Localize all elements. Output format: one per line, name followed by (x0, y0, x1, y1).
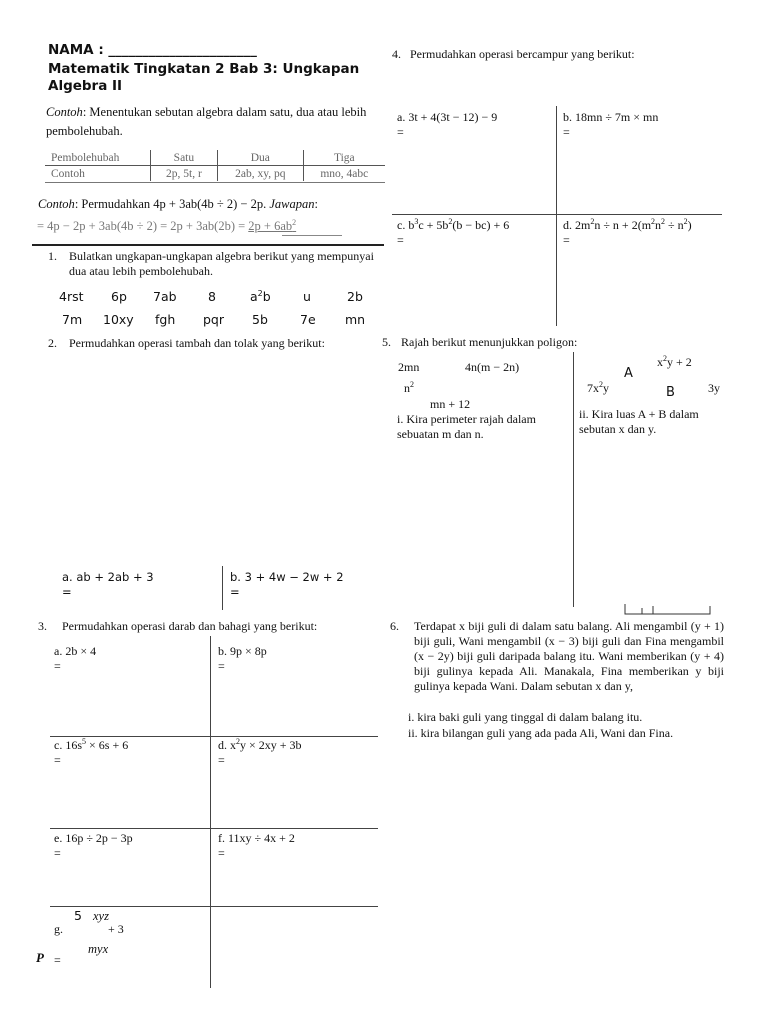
term-option[interactable]: 8 (208, 289, 216, 304)
q3f-answer[interactable]: = (218, 846, 225, 860)
term-option[interactable]: fgh (155, 312, 176, 327)
q2a-answer[interactable]: = (62, 585, 72, 599)
table-bottom-rule (45, 182, 385, 183)
q3-grid-row-line (50, 828, 378, 829)
polygon-label-2mn: 2mn (398, 360, 420, 374)
q3c-answer[interactable]: = (54, 753, 61, 767)
q3-grid-row-line (50, 736, 378, 737)
table-header: Pembolehubah (45, 150, 150, 166)
q3f-question: f. 11xy ÷ 4x + 2 (218, 831, 295, 845)
q4-grid-row-line (392, 214, 722, 215)
bracket-mark (620, 602, 716, 618)
term-option[interactable]: pqr (203, 312, 225, 327)
final-answer: $2p + 6ab^2$ (248, 217, 297, 233)
q1-number: 1. (48, 249, 57, 263)
q3-grid-row-line (50, 906, 378, 907)
worksheet-title: Matematik Tingkatan 2 Bab 3: Ungkapan (48, 61, 360, 77)
q4a-answer[interactable]: = (397, 125, 404, 139)
q4-number: 4. (392, 47, 401, 61)
q3-text: Permudahkan operasi darab dan bahagi yang berikut: (62, 619, 318, 633)
q4d-answer[interactable]: = (563, 233, 570, 247)
q3a-answer[interactable]: = (54, 659, 61, 673)
q4-text: Permudahkan operasi bercampur yang berikut: (410, 47, 635, 61)
q3-grid-vertical (210, 636, 211, 988)
contoh-intro: Contoh: Menentukan sebutan algebra dalam satu, dua atau lebih pembolehubah. (46, 105, 367, 138)
term-option[interactable]: u (303, 289, 311, 304)
q2b-answer[interactable]: = (230, 585, 240, 599)
polygon-label-mn12: mn + 12 (430, 397, 471, 411)
polygon-label-n2: $n^2$ (404, 380, 414, 395)
term-option[interactable]: $a^2b$ (250, 288, 271, 304)
q3e-question: e. 16p ÷ 2p − 3p (54, 831, 133, 845)
q3g-label: g. (54, 922, 63, 936)
term-option[interactable]: 10xy (103, 312, 134, 327)
q6-text: Terdapat x biji guli di dalam satu balang. Ali mengambil (y + 1) biji guli, Wani mengambil (x − 3) biji guli dan Fina mengambil (x − 2y) biji guli daripada balang itu. Wani memberikan (y + 4) biji gulinya kepada Ali. Manakala, Fina memberikan y biji gulinya kepada Wani. Dalam sebutan x dan y, (414, 619, 724, 693)
contoh-question: Contoh: Permudahkan 4p + 3ab(4b ÷ 2) − 2p. Jawapan: (38, 197, 318, 211)
polygon-label-4n: 4n(m − 2n) (465, 360, 520, 374)
table-cell: 2ab, xy, pq (217, 166, 303, 182)
worksheet-subtitle: Algebra II (48, 78, 123, 94)
q3d-answer[interactable]: = (218, 753, 225, 767)
q3g-numerator-vars: xyz (93, 909, 109, 923)
term-option[interactable]: 7e (300, 312, 316, 327)
term-option[interactable]: mn (345, 312, 366, 327)
q3g-numerator-coef: 5 (74, 908, 82, 923)
term-option[interactable]: 6p (111, 289, 127, 304)
q3b-answer[interactable]: = (218, 659, 225, 673)
table-cell: mno, 4abc (303, 166, 385, 182)
q3a-question: a. 2b × 4 (54, 644, 97, 658)
section-divider (32, 244, 384, 246)
q5-number: 5. (382, 335, 391, 349)
q5-part-i: i. Kira perimeter rajah dalam sebuatan m dan n. (397, 412, 536, 441)
q1-text: Bulatkan ungkapan-ungkapan algebra berikut yang mempunyai dua atau lebih pembolehubah. (69, 249, 374, 278)
q3g-p-label: P (36, 950, 44, 965)
q6-part-i: i. kira baki guli yang tinggal di dalam balang itu. (408, 710, 643, 724)
shape-label-a: A (624, 366, 633, 381)
q4-grid-vertical (556, 106, 557, 326)
term-option[interactable]: 5b (252, 312, 268, 327)
q2b-question: b. 3 + 4w − 2w + 2 (230, 570, 344, 584)
q3d-question: d. $x^2y \times 2xy + 3b$ (218, 737, 302, 752)
answer-underline (282, 235, 342, 236)
table-header: Satu (150, 150, 217, 166)
contoh-answer: = $4p - 2p + 3ab(4b \div 2) = 2p + 3ab(2b) = 2p + 6ab^2$ (37, 217, 297, 233)
q2-number: 2. (48, 336, 57, 350)
q4b-question: b. 18mn ÷ 7m × mn (563, 110, 659, 124)
shape-label-7x2y: $7x^2y$ (587, 380, 609, 395)
shape-label-b: B (666, 385, 675, 400)
q3g-plus: + 3 (108, 922, 124, 936)
q2a-question: a. ab + 2ab + 3 (62, 570, 154, 584)
q3g-answer[interactable]: = (54, 953, 61, 967)
term-option[interactable]: 2b (347, 289, 363, 304)
q4c-question: c. $b^3c + 5b^2(b - bc) + 6$ (397, 217, 510, 232)
example-table (45, 150, 385, 181)
q5-text: Rajah berikut menunjukkan poligon: (401, 335, 578, 349)
q3e-answer[interactable]: = (54, 846, 61, 860)
term-option[interactable]: 7m (62, 312, 83, 327)
q5-part-ii: ii. Kira luas A + B dalam sebutan x dan y. (579, 407, 699, 436)
table-header: Dua (217, 150, 303, 166)
q3b-question: b. 9p × 8p (218, 644, 267, 658)
q3-number: 3. (38, 619, 47, 633)
table-header: Tiga (303, 150, 385, 166)
q4d-question: d. $2m^2n \div n + 2(m^2n^2 \div n^2)$ (563, 217, 692, 232)
q4b-answer[interactable]: = (563, 125, 570, 139)
table-cell: Contoh (51, 167, 85, 180)
q4a-question: a. 3t + 4(3t − 12) − 9 (397, 110, 498, 124)
q6-part-ii: ii. kira bilangan guli yang ada pada Ali, Wani dan Fina. (408, 726, 674, 740)
term-option[interactable]: 4rst (59, 289, 84, 304)
q3c-question: c. $16s^5 \times 6s + 6$ (54, 737, 129, 752)
q6-number: 6. (390, 619, 399, 633)
table-cell: 2p, 5t, r (150, 166, 217, 182)
q4c-answer[interactable]: = (397, 233, 404, 247)
shape-label-top: $x^2y + 2$ (657, 354, 692, 369)
q3g-denominator: myx (88, 942, 109, 956)
name-field[interactable]: NAMA : ______________________ (48, 42, 257, 58)
q2-text: Permudahkan operasi tambah dan tolak yang berikut: (69, 336, 325, 350)
term-option[interactable]: 7ab (153, 289, 177, 304)
shape-label-3y: 3y (708, 381, 720, 395)
q2-divider (222, 566, 223, 610)
q5-divider (573, 352, 574, 607)
